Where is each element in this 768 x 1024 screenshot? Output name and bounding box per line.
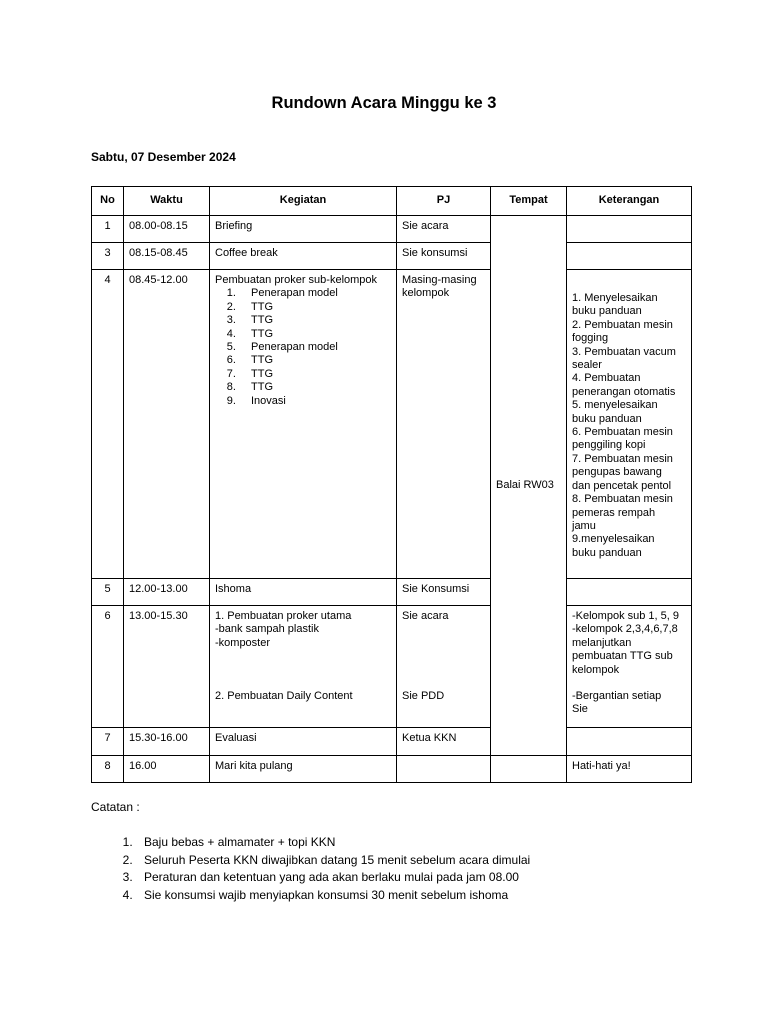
cell-kegiatan: Ishoma xyxy=(210,579,397,606)
cell-no: 5 xyxy=(92,579,124,606)
list-item: 8. TTG xyxy=(239,381,391,394)
cell-keterangan xyxy=(567,728,692,756)
keterangan-line: -Bergantian setiap xyxy=(572,690,662,703)
header-keterangan: Keterangan xyxy=(567,187,692,216)
cell-pj: Sie Konsumsi xyxy=(397,579,491,606)
list-item: 9. Inovasi xyxy=(239,395,391,408)
keterangan-line: buku panduan xyxy=(572,546,642,559)
note-item: 3. Peraturan dan ketentuan yang ada akan berlaku mulai pada jam 08.00 xyxy=(136,869,716,887)
cell-waktu: 12.00-13.00 xyxy=(124,579,210,606)
keterangan-line: fogging xyxy=(572,332,609,345)
notes-label: Catatan : xyxy=(91,800,140,814)
cell-pj xyxy=(397,270,491,579)
keterangan-line: -Kelompok sub 1, 5, 9 xyxy=(572,610,680,622)
table-header-row xyxy=(92,187,692,216)
keterangan-line: sealer xyxy=(572,359,602,372)
cell-waktu: 15.30-16.00 xyxy=(124,728,210,756)
document-title: Rundown Acara Minggu ke 3 xyxy=(271,94,497,112)
cell-pj: Ketua KKN xyxy=(397,728,491,756)
cell-waktu: 08.00-08.15 xyxy=(124,216,210,243)
header-pj: PJ xyxy=(397,187,491,216)
keterangan-line: Sie xyxy=(572,703,588,716)
notes-list xyxy=(91,834,716,904)
note-item: 1. Baju bebas + almamater + topi KKN xyxy=(136,834,716,852)
cell-pj xyxy=(397,756,491,783)
kegiatan-line: 2. Pembuatan Daily Content xyxy=(215,690,353,703)
keterangan-line: 9.menyelesaikan xyxy=(572,533,655,546)
cell-waktu: 16.00 xyxy=(124,756,210,783)
keterangan-line: 1. Menyelesaikan xyxy=(572,292,658,304)
list-item: 4. TTG xyxy=(239,328,391,341)
keterangan-line: penerangan otomatis xyxy=(572,385,676,398)
cell-kegiatan: Evaluasi xyxy=(210,728,397,756)
keterangan-line: dan pencetak pentol xyxy=(572,479,672,492)
cell-keterangan xyxy=(567,606,692,728)
cell-kegiatan: Mari kita pulang xyxy=(210,756,397,783)
event-date: Sabtu, 07 Desember 2024 xyxy=(91,150,236,164)
keterangan-line: 5. menyelesaikan xyxy=(572,399,658,412)
keterangan-line: pengupas bawang xyxy=(572,466,662,479)
cell-pj: Sie acara xyxy=(397,216,491,243)
cell-tempat-merged: Balai RW03 xyxy=(491,216,567,756)
keterangan-line: pemeras rempah xyxy=(572,506,656,519)
keterangan-line: buku panduan xyxy=(572,305,642,318)
keterangan-line: -kelompok 2,3,4,6,7,8 xyxy=(572,623,678,636)
cell-waktu: 08.15-08.45 xyxy=(124,243,210,270)
keterangan-line: 2. Pembuatan mesin xyxy=(572,318,673,331)
kegiatan-line: -komposter xyxy=(215,636,271,649)
table-row xyxy=(92,756,692,783)
keterangan-line: penggiling kopi xyxy=(572,439,646,452)
pj-line: Sie acara xyxy=(402,610,449,622)
keterangan-line: melanjutkan xyxy=(572,636,632,649)
pj-line: Sie PDD xyxy=(402,690,445,703)
table-row xyxy=(92,606,692,728)
cell-kegiatan: Briefing xyxy=(210,216,397,243)
cell-pj xyxy=(397,606,491,728)
header-kegiatan: Kegiatan xyxy=(210,187,397,216)
header-tempat: Tempat xyxy=(491,187,567,216)
list-item: 3. TTG xyxy=(239,314,391,327)
cell-kegiatan: Coffee break xyxy=(210,243,397,270)
pj-line: Masing-masing xyxy=(402,274,477,286)
keterangan-line: 8. Pembuatan mesin xyxy=(572,493,673,506)
header-no: No xyxy=(92,187,124,216)
cell-kegiatan xyxy=(210,606,397,728)
table-row xyxy=(92,216,692,243)
keterangan-line: buku panduan xyxy=(572,412,642,425)
keterangan-line: 3. Pembuatan vacum xyxy=(572,345,676,358)
keterangan-line: 4. Pembuatan xyxy=(572,372,641,385)
cell-kegiatan xyxy=(210,270,397,579)
list-item: 5. Penerapan model xyxy=(239,341,391,354)
kegiatan-heading: Pembuatan proker sub-kelompok xyxy=(215,274,378,286)
keterangan-line: 7. Pembuatan mesin xyxy=(572,452,673,465)
kegiatan-line: -bank sampah plastik xyxy=(215,623,319,636)
table-row xyxy=(92,579,692,606)
list-item: 2. TTG xyxy=(239,301,391,314)
note-item: 4. Sie konsumsi wajib menyiapkan konsumsi 30 menit sebelum ishoma xyxy=(136,887,716,905)
kegiatan-sublist xyxy=(215,287,391,408)
header-waktu: Waktu xyxy=(124,187,210,216)
pj-line: kelompok xyxy=(402,287,450,300)
table-row xyxy=(92,243,692,270)
cell-keterangan xyxy=(567,243,692,270)
list-item: 7. TTG xyxy=(239,368,391,381)
cell-no: 6 xyxy=(92,606,124,728)
cell-no: 4 xyxy=(92,270,124,579)
cell-tempat xyxy=(491,756,567,783)
note-item: 2. Seluruh Peserta KKN diwajibkan datang 15 menit sebelum acara dimulai xyxy=(136,852,716,870)
cell-pj: Sie konsumsi xyxy=(397,243,491,270)
cell-no: 8 xyxy=(92,756,124,783)
cell-keterangan xyxy=(567,579,692,606)
cell-waktu: 08.45-12.00 xyxy=(124,270,210,579)
cell-keterangan: Hati-hati ya! xyxy=(567,756,692,783)
keterangan-line: pembuatan TTG sub xyxy=(572,650,673,663)
table-row xyxy=(92,270,692,579)
cell-no: 3 xyxy=(92,243,124,270)
cell-keterangan xyxy=(567,216,692,243)
list-item: 6. TTG xyxy=(239,354,391,367)
keterangan-list xyxy=(572,274,686,560)
table-row xyxy=(92,728,692,756)
list-item: 1. Penerapan model xyxy=(239,287,391,300)
cell-no: 1 xyxy=(92,216,124,243)
rundown-table xyxy=(91,186,692,783)
keterangan-line: kelompok xyxy=(572,663,620,676)
keterangan-line: jamu xyxy=(572,519,596,532)
kegiatan-line: 1. Pembuatan proker utama xyxy=(215,610,352,622)
cell-keterangan xyxy=(567,270,692,579)
cell-waktu: 13.00-15.30 xyxy=(124,606,210,728)
cell-no: 7 xyxy=(92,728,124,756)
keterangan-line: 6. Pembuatan mesin xyxy=(572,426,673,439)
